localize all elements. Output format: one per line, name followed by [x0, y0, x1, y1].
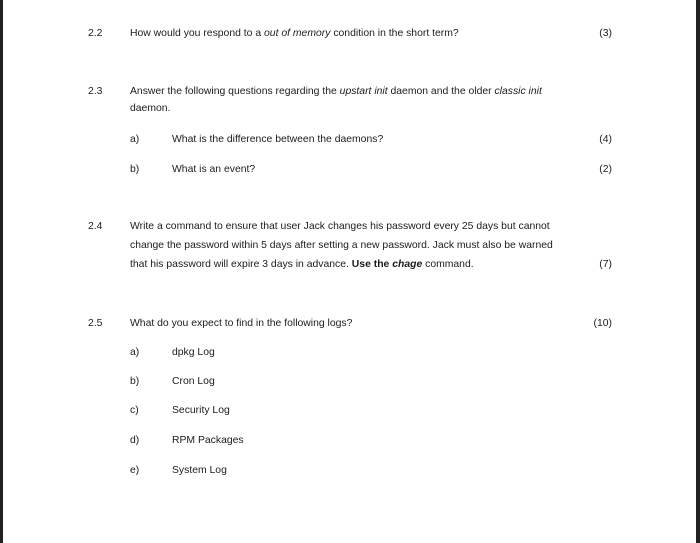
sub-question-letter: e) — [130, 465, 140, 476]
question-2-3-line1: Answer the following questions regarding the upstart init daemon and the older classic init — [130, 86, 542, 97]
sub-question-marks: (4) — [599, 134, 612, 145]
sub-question-marks: (2) — [599, 164, 612, 175]
question-2-4-line3: that his password will expire 3 days in advance. Use the chage command. — [130, 259, 474, 270]
question-2-4-line2: change the password within 5 days after setting a new password. Jack must also be warned — [130, 240, 553, 251]
question-2-5-marks: (10) — [593, 318, 612, 329]
sub-question-text: RPM Packages — [172, 435, 244, 446]
question-number-2-2: 2.2 — [88, 28, 103, 39]
sub-question-letter: d) — [130, 435, 140, 446]
sub-question-text: What is an event? — [172, 164, 256, 175]
question-2-5-text: What do you expect to find in the following logs? — [130, 318, 353, 329]
question-2-2-marks: (3) — [599, 28, 612, 39]
sub-question-text: dpkg Log — [172, 347, 215, 358]
question-2-4-marks: (7) — [599, 259, 612, 270]
question-2-4-line1: Write a command to ensure that user Jack changes his password every 25 days but cannot — [130, 221, 550, 232]
sub-question-letter: b) — [130, 376, 140, 387]
sub-question-letter: b) — [130, 164, 140, 175]
question-number-2-4: 2.4 — [88, 221, 103, 232]
sub-question-letter: a) — [130, 134, 140, 145]
sub-question-text: Cron Log — [172, 376, 215, 387]
sub-question-letter: a) — [130, 347, 140, 358]
sub-question-text: What is the difference between the daemons? — [172, 134, 384, 145]
question-number-2-5: 2.5 — [88, 318, 103, 329]
question-2-2-text: How would you respond to a out of memory condition in the short term? — [130, 28, 459, 39]
sub-question-letter: c) — [130, 405, 139, 416]
question-number-2-3: 2.3 — [88, 86, 103, 97]
sub-question-text: System Log — [172, 465, 227, 476]
sub-question-text: Security Log — [172, 405, 230, 416]
question-2-3-line2: daemon. — [130, 103, 171, 114]
